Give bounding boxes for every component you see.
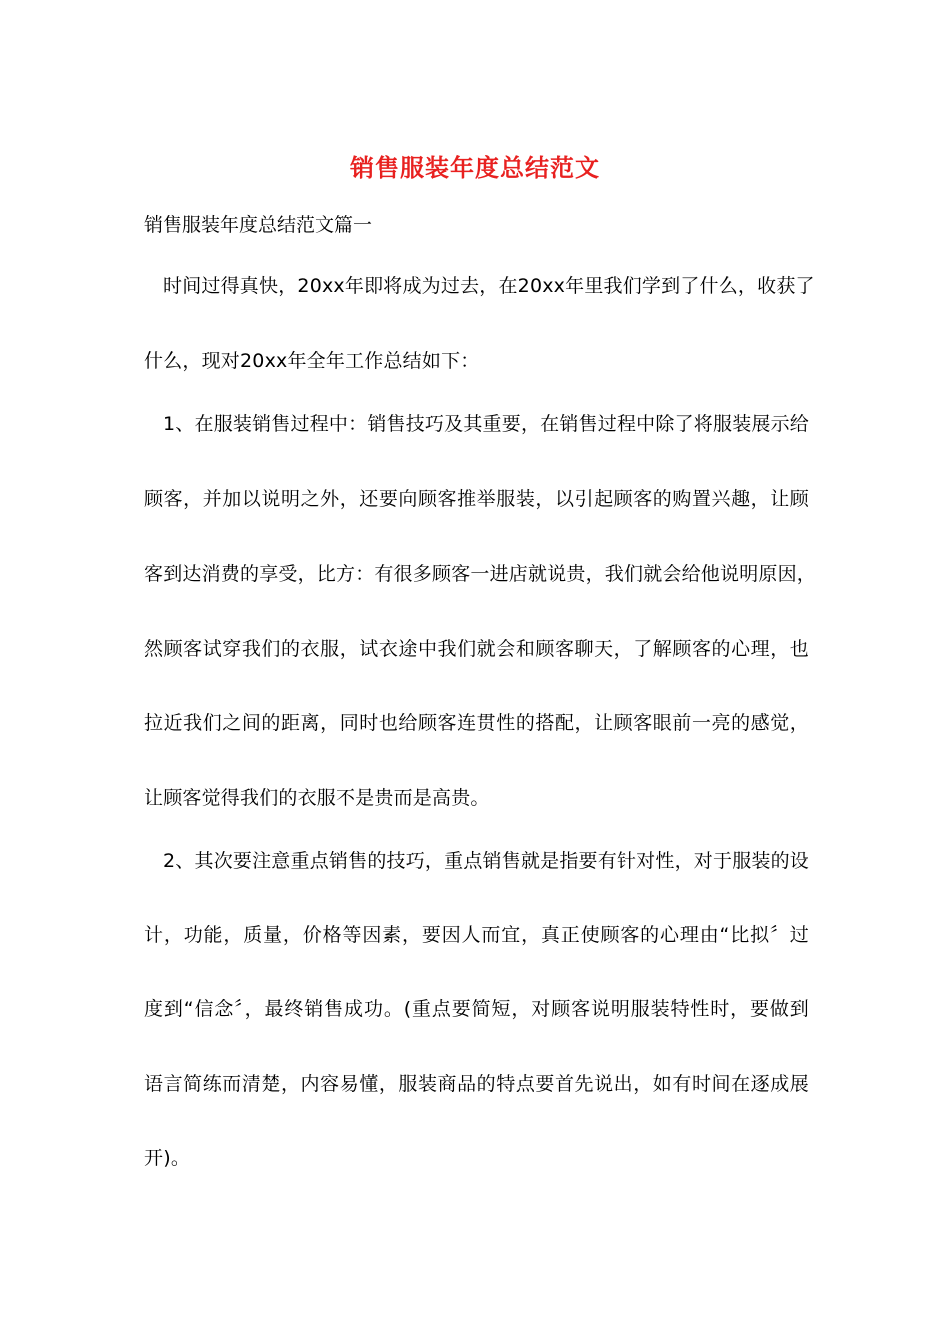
paragraph-line: 然顾客试穿我们的衣服，试衣途中我们就会和顾客聊天，了解顾客的心理，也 xyxy=(144,638,809,660)
paragraph-line: 拉近我们之间的距离，同时也给顾客连贯性的搭配，让顾客眼前一亮的感觉， xyxy=(144,712,809,734)
paragraph-line: 度到“信念〞，最终销售成功。(重点要简短，对顾客说明服装特性时，要做到 xyxy=(144,998,809,1020)
paragraph-line: 客到达消费的享受，比方：有很多顾客一进店就说贵，我们就会给他说明原因， xyxy=(144,563,817,585)
paragraph-line: 什么，现对20xx年全年工作总结如下： xyxy=(144,350,480,372)
section-subtitle: 销售服装年度总结范文篇一 xyxy=(144,214,373,236)
paragraph-line: 开)。 xyxy=(144,1147,191,1169)
paragraph-line: 时间过得真快，20xx年即将成为过去，在20xx年里我们学到了什么，收获了 xyxy=(163,275,815,297)
paragraph-line: 2、其次要注意重点销售的技巧，重点销售就是指要有针对性，对于服装的设 xyxy=(163,850,809,872)
paragraph-line: 让顾客觉得我们的衣服不是贵而是高贵。 xyxy=(144,787,490,809)
document-title: 销售服装年度总结范文 xyxy=(350,154,600,182)
paragraph-line: 顾客，并加以说明之外，还要向顾客推举服装，以引起顾客的购置兴趣，让顾 xyxy=(144,488,809,510)
paragraph-line: 1、在服装销售过程中：销售技巧及其重要，在销售过程中除了将服装展示给 xyxy=(163,413,809,435)
paragraph-line: 计，功能，质量，价格等因素，要因人而宜，真正使顾客的心理由“比拟〞过 xyxy=(144,924,809,946)
paragraph-line: 语言简练而清楚，内容易懂，服装商品的特点要首先说出，如有时间在逐成展 xyxy=(144,1073,809,1095)
